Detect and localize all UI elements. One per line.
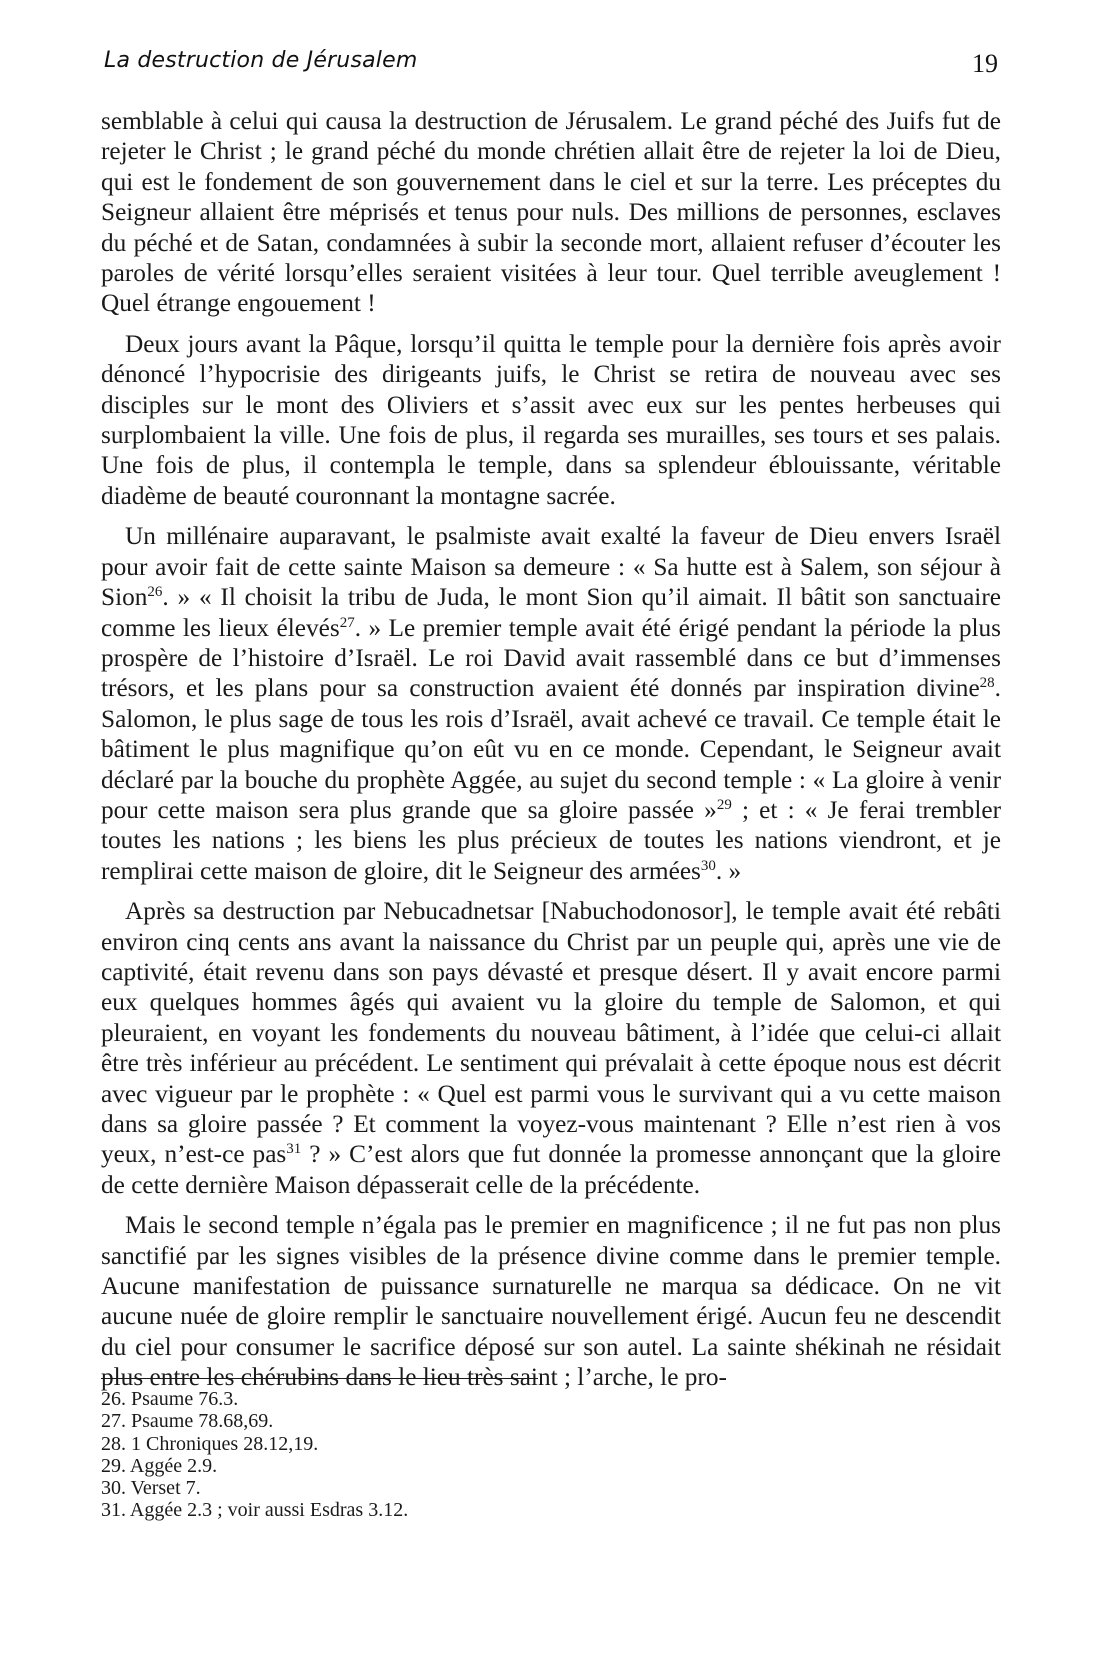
- footnote-ref-31[interactable]: 31: [286, 1141, 302, 1158]
- paragraph-4-text-2: ? » C’est alors que fut donnée la promesse annonçant que la gloire de cette dernière Maison dépasserait celle de la précédente.: [101, 1140, 1001, 1199]
- body-text: [101, 106, 1001, 1403]
- footnote-ref-27[interactable]: 27: [339, 614, 355, 631]
- footnote-ref-26[interactable]: 26: [147, 584, 163, 601]
- footnotes: [101, 1388, 701, 1522]
- page-number: 19: [972, 49, 998, 78]
- footnote-26: 26. Psaume 76.3.: [101, 1388, 239, 1410]
- paragraph-3-text-5: ; et : « Je ferai trembler toutes les nations ; les biens les plus précieux de toutes les nations viendront, et je remplirai cette maison de gloire, dit le Seigneur des armées: [101, 795, 1002, 885]
- footnote-30: 30. Verset 7.: [101, 1477, 201, 1500]
- paragraph-3: [101, 521, 1001, 886]
- footnote-31: 31. Aggée 2.3 ; voir aussi Esdras 3.12.: [101, 1499, 409, 1522]
- paragraph-3-text-4: . Salomon, le plus sage de tous les rois d’Israël, avait achevé ce travail. Ce temple était le bâtiment le plus magnifique qu’on eût vu en ce monde. Cependant, le Seigneur avait déclaré par la bouche du prophète Aggée, au sujet du second temple : « La gloire à venir pour cette maison sera plus grande que sa gloire passée »: [101, 674, 1001, 824]
- paragraph-3-text-1: Un millénaire auparavant, le psalmiste avait exalté la faveur de Dieu envers Israël pour avoir fait de cette sainte Maison sa demeure : « Sa hutte est à Salem, son séjour à Sion: [101, 522, 1001, 612]
- paragraph-3-text-2: . » « Il choisit la tribu de Juda, le mont Sion qu’il aimait. Il bâtit son sanctuaire comme les lieux élevés: [101, 583, 1001, 642]
- running-title: La destruction de Jérusalem: [104, 48, 418, 73]
- footnote-29: 29. Aggée 2.9.: [101, 1454, 218, 1477]
- footnote-28: 28. 1 Chroniques 28.12,19.: [101, 1432, 319, 1455]
- footnote-ref-29[interactable]: 29: [716, 796, 732, 813]
- paragraph-1: semblable à celui qui causa la destruction de Jérusalem. Le grand péché des Juifs fut de rejeter le Christ ; le grand péché du monde chrétien allait être de rejeter la loi de Dieu, qui est le fondement de son gouvernement dans le ciel et sur la terre. Les préceptes du Seigneur allaient être méprisés et tenus pour nuls. Des millions de personnes, esclaves du péché et de Satan, condamnées à subir la seconde mort, allaient refuser d’écouter les paroles de vérité lorsqu’elles seraient visitées à leur tour. Quel terrible aveuglement ! Quel étrange engouement !: [101, 107, 1001, 318]
- paragraph-4: [101, 896, 1001, 1200]
- paragraph-3-text-6: . »: [715, 856, 742, 885]
- footnote-27: 27. Psaume 78.68,69.: [101, 1410, 274, 1433]
- paragraph-4-text-1: Après sa destruction par Nebucadnetsar [Nabuchodonosor], le temple avait été rebâti environ cinq cents ans avant la naissance du Christ par un peuple qui, après une vie de captivité, était revenu dans son pays dévasté et presque désert. Il y avait encore parmi eux quelques hommes âgés qui avaient vu la gloire du temple de Salomon, et qui pleuraient, en voyant les fondements du nouveau bâtiment, à l’idée que celui-ci allait être très inférieur au précédent. Le sentiment qui prévalait à cette époque nous est décrit avec vigueur par le prophète : « Quel est parmi vous le survivant qui a vu cette maison dans sa gloire passée ? Et comment la voyez-vous maintenant ? Elle n’est rien à vos yeux, n’est-ce pas: [101, 897, 1001, 1169]
- paragraph-5: Mais le second temple n’égala pas le premier en magnificence ; il ne fut pas non plus sanctifié par les signes visibles de la présence divine comme dans le premier temple. Aucune manifestation de puissance surnaturelle ne marqua sa dédicace. On ne vit aucune nuée de gloire remplir le sanctuaire nouvellement érigé. Aucun feu ne descendit du ciel pour consumer le sacrifice déposé sur son autel. La sainte shékinah ne résidait plus entre les chérubins dans le lieu très saint ; l’arche, le pro-: [101, 1211, 1001, 1392]
- footnote-divider: [101, 1378, 538, 1379]
- paragraph-3-text-3: . » Le premier temple avait été érigé pendant la période la plus prospère de l’histoire d’Israël. Le roi David avait rassemblé dans ce but d’immenses trésors, et les plans pour sa construction avaient été donnés par inspiration divine: [101, 613, 1001, 703]
- paragraph-2: Deux jours avant la Pâque, lorsqu’il quitta le temple pour la dernière fois après avoir dénoncé l’hypocrisie des dirigeants juifs, le Christ se retira de nouveau avec ses disciples sur le mont des Oliviers et s’assit avec eux sur les pentes herbeuses qui surplombaient la ville. Une fois de plus, il regarda ses murailles, ses tours et ses palais. Une fois de plus, il contempla le temple, dans sa splendeur éblouissante, véritable diadème de beauté couronnant la montagne sacrée.: [101, 329, 1001, 510]
- footnote-ref-30[interactable]: 30: [700, 857, 716, 874]
- footnote-ref-28[interactable]: 28: [979, 675, 995, 692]
